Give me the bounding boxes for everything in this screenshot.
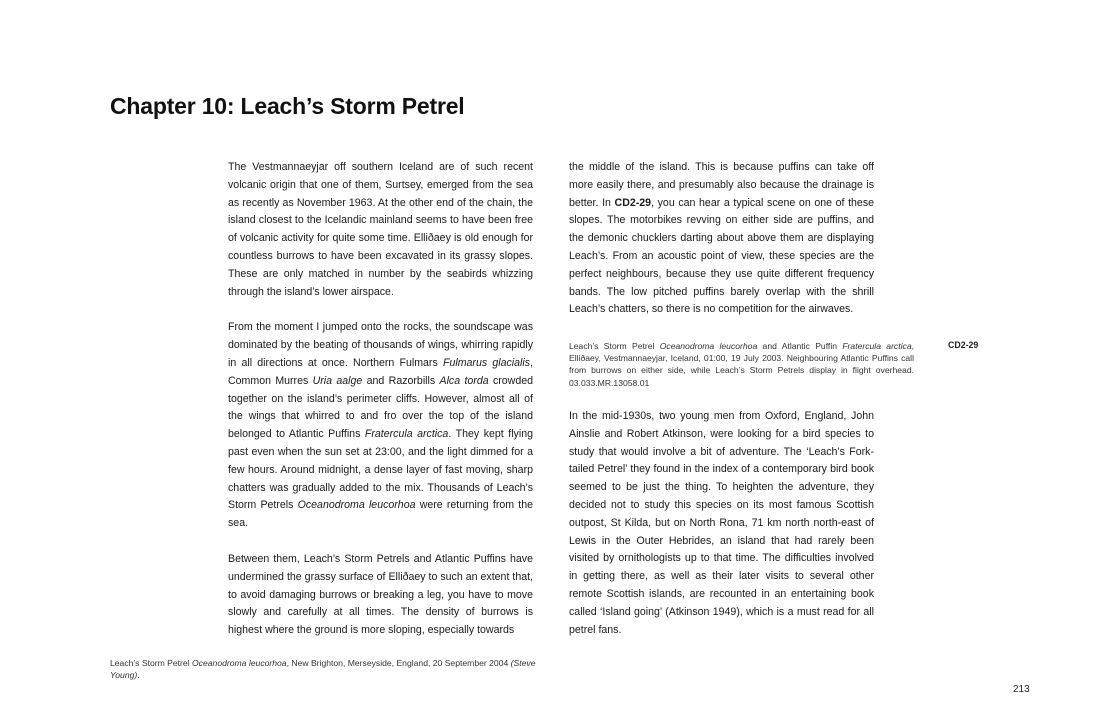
species-name: Fratercula arctica — [364, 428, 449, 441]
species-name: Oceanodroma leucorhoa — [659, 341, 758, 351]
right-column-bottom — [569, 408, 874, 639]
right-column-top — [569, 159, 874, 319]
text-run: and Razorbills — [362, 374, 440, 387]
text-run: , New Brighton, Merseyside, England, 20 September 2004 — [286, 658, 511, 668]
text-run: Leach’s Storm Petrel — [110, 658, 192, 668]
species-name: Oceanodroma leucorhoa — [297, 499, 416, 512]
paragraph: Between them, Leach’s Storm Petrels and Atlantic Puffins have undermined the grassy surface of Elliðaey to such an extent that, to avoid damaging burrows or breaking a leg, you have to move slowly and carefully at all times. The density of burrows is highest where the ground is more sloping, especially towards — [228, 552, 533, 637]
species-name: Oceanodroma leucorhoa — [192, 658, 287, 668]
text-run: , you can hear a typical scene on one of these slopes. The motorbikes revving on either side are puffins, and the demonic chucklers darting about above them are displaying Leach’s. From an acoustic point of view, these species are the perfect neighbours, because they use quite different frequency bands. The low pitched puffins barely overlap with the shrill Leach’s chatters, so there is no competition for the airwaves. — [569, 196, 875, 316]
species-name: Fulmarus glacialis — [442, 356, 531, 369]
paragraph — [228, 319, 533, 533]
text-run: , Elliðaey, Vestmannaeyjar, Iceland, 01:00, 19 July 2003. Neighbouring Atlantic Puffins call from burrows on either side, while Leach’s Storm Petrels display in flight overhead. 03.033.MR.13058.01 — [569, 341, 914, 388]
text-run: were returning from the sea. — [228, 499, 533, 530]
species-name: Fratercula arctica — [842, 341, 912, 351]
paragraph — [569, 159, 874, 319]
text-run: Leach’s Storm Petrel — [569, 341, 660, 351]
text-run: . — [137, 670, 140, 681]
text-run: the middle of the island. This is because puffins can take off more easily there, and presumably also because the drainage is better. In — [569, 161, 874, 209]
audio-caption — [569, 340, 914, 389]
audio-track-code: CD2-29 — [948, 340, 979, 350]
species-name: Alca torda — [439, 374, 489, 387]
text-run: . They kept flying past even when the sun set at 23:00, and the light dimmed for a few hours. Around midnight, a dense layer of fast moving, sharp chatters was gradually added to the mix. Thousands of Leach’s Storm Petrels — [228, 428, 533, 512]
photo-credit: (Steve Young) — [110, 658, 536, 681]
text-run: , Common Murres — [228, 356, 533, 387]
paragraph: The Vestmannaeyjar off southern Iceland are of such recent volcanic origin that one of them, Surtsey, emerged from the sea as recently as November 1963. At the other end of the chain, the island closest to the Icelandic mainland seems to have been free of volcanic activity for quite some time. Elliðaey is old enough for countless burrows to have been excavated in its grassy slopes. These are only matched in number by the seabirds whizzing through the island’s lower airspace. — [228, 161, 533, 298]
chapter-title: Chapter 10: Leach’s Storm Petrel — [110, 93, 465, 119]
text-run: crowded together on the island’s perimeter cliffs. However, almost all of the wings that whirred to and fro over the top of the island belonged to Atlantic Puffins — [228, 374, 533, 441]
left-column — [228, 159, 533, 640]
text-run: and Atlantic Puffin — [757, 341, 843, 351]
paragraph: In the mid-1930s, two young men from Oxford, England, John Ainslie and Robert Atkinson, were looking for a bird species to study that would involve a bit of adventure. The ‘Leach’s Fork-tailed Petrel’ they found in the index of a contemporary bird book seemed to be just the thing. To heighten the adventure, they decided not to study this species on its most famous Scottish outpost, St Kilda, but on North Rona, 71 km north north-east of Lewis in the Outer Hebrides, an island that had rarely been visited by ornithologists up to that time. The difficulties involved in getting there, as well as their later visits to several other remote Scottish islands, are recounted in an entertaining book called ‘Island going’ (Atkinson 1949), which is a must read for all petrel fans. — [569, 410, 874, 636]
text-run: From the moment I jumped onto the rocks, the soundscape was dominated by the beating of thousands of wings, whirring rapidly in all directions at once. Northern Fulmars — [228, 321, 533, 369]
species-name: Uria aalge — [312, 374, 363, 387]
photo-caption — [110, 657, 550, 682]
page-number: 213 — [1013, 684, 1030, 695]
cd-track-reference: CD2-29 — [614, 196, 652, 209]
